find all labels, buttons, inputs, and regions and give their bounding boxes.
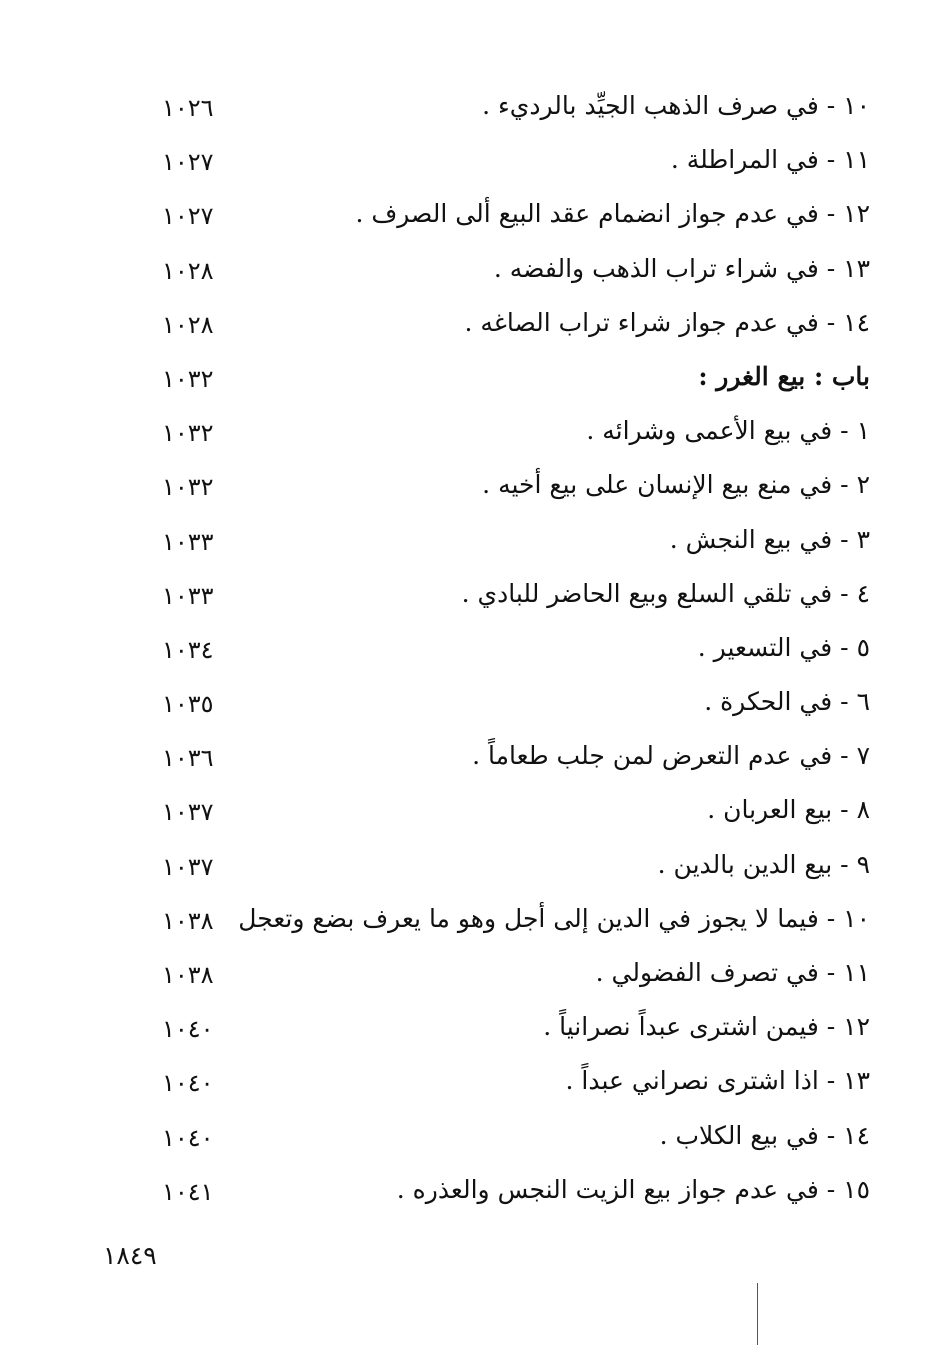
toc-row	[150, 624, 870, 678]
toc-entry-title: ٣ - في بيع النجش .	[669, 524, 870, 554]
toc-page-number: ١٠٢٧	[162, 202, 214, 231]
toc-page-number: ١٠٣٧	[162, 852, 214, 881]
toc-row	[150, 245, 870, 299]
toc-entry-title: ١٠ - في صرف الذهب الجيِّد بالرديء .	[482, 91, 870, 120]
toc-row	[150, 949, 870, 1003]
toc-row	[150, 1003, 870, 1057]
toc-entry-title: ١٤ - في عدم جواز شراء تراب الصاغه .	[464, 307, 870, 337]
toc-page-number: ١٠٢٧	[162, 148, 214, 177]
toc-entry-title: ٥ - في التسعير .	[697, 632, 870, 662]
toc-entry-title: ١٥ - في عدم جواز بيع الزيت النجس والعذره .	[396, 1174, 870, 1204]
toc-row	[150, 353, 870, 407]
toc-page-number: ١٠٤٠	[162, 1069, 214, 1098]
toc-row	[150, 461, 870, 515]
toc-page-number: ١٠٢٨	[162, 256, 214, 285]
toc-entry-title: ١٤ - في بيع الكلاب .	[659, 1120, 870, 1150]
toc-page-number: ١٠٣٣	[162, 527, 214, 556]
toc-entry-title: ١٠ - فيما لا يجوز في الدين إلى أجل وهو ما يعرف بضع وتعجل	[238, 903, 870, 933]
toc-row	[150, 1057, 870, 1111]
page-number: ١٨٤٩	[103, 1241, 157, 1270]
toc-entry-title: ٨ - بيع العربان .	[707, 795, 870, 825]
toc-page-number: ١٠٣٢	[162, 473, 214, 502]
toc-entry-title: ٤ - في تلقي السلع وبيع الحاضر للبادي .	[461, 578, 870, 608]
toc-entry-title: ٩ - بيع الدين بالدين .	[657, 849, 870, 879]
toc-row	[150, 190, 870, 244]
toc-entry-title: ١١ - في المراطلة .	[670, 145, 870, 175]
toc-page-number: ١٠٣٣	[162, 581, 214, 610]
toc-entry-title: ١٣ - اذا اشترى نصراني عبداً .	[565, 1066, 870, 1096]
toc-page-number: ١٠٣٦	[162, 744, 214, 773]
toc-page-number: ١٠٣٢	[162, 419, 214, 448]
toc-row	[150, 895, 870, 949]
toc-page-number: ١٠٢٦	[162, 94, 214, 122]
scan-mark	[757, 1283, 758, 1345]
toc-entry-title: ١١ - في تصرف الفضولي .	[595, 958, 870, 987]
toc-section-heading: باب : بيع الغرر :	[698, 361, 870, 391]
toc-row	[150, 732, 870, 786]
toc-page-number: ١٠٣٤	[162, 635, 214, 664]
toc-page-number: ١٠٤١	[162, 1177, 214, 1206]
toc-row	[150, 1166, 870, 1220]
toc-page-number: ١٠٣٥	[162, 690, 214, 719]
toc-entry-title: ١٢ - في عدم جواز انضمام عقد البيع ألى الصرف .	[355, 199, 870, 229]
toc-page-number: ١٠٣٧	[162, 798, 214, 827]
toc-entry-title: ١٢ - فيمن اشترى عبداً نصرانياً .	[543, 1012, 870, 1042]
toc-row	[150, 136, 870, 190]
toc-page-number: ١٠٤٠	[162, 1123, 214, 1152]
toc-row	[150, 678, 870, 732]
toc-entry-title: ٧ - في عدم التعرض لمن جلب طعاماً .	[472, 741, 870, 771]
table-of-contents	[150, 82, 870, 1220]
toc-entry-title: ١٣ - في شراء تراب الذهب والفضه .	[493, 253, 870, 283]
toc-row	[150, 516, 870, 570]
toc-entry-title: ٢ - في منع بيع الإنسان على بيع أخيه .	[482, 470, 870, 500]
toc-page-number: ١٠٣٨	[162, 906, 214, 935]
toc-page-number: ١٠٢٨	[162, 310, 214, 339]
toc-row	[150, 1112, 870, 1166]
toc-entry-title: ١ - في بيع الأعمى وشرائه .	[586, 416, 870, 446]
toc-row	[150, 299, 870, 353]
toc-row	[150, 841, 870, 895]
toc-page-number: ١٠٣٢	[162, 364, 214, 393]
toc-row	[150, 407, 870, 461]
toc-row	[150, 82, 870, 136]
toc-row	[150, 570, 870, 624]
toc-page-number: ١٠٣٨	[162, 961, 214, 989]
toc-entry-title: ٦ - في الحكرة .	[704, 687, 870, 717]
toc-page-number: ١٠٤٠	[162, 1015, 214, 1044]
toc-row	[150, 786, 870, 840]
